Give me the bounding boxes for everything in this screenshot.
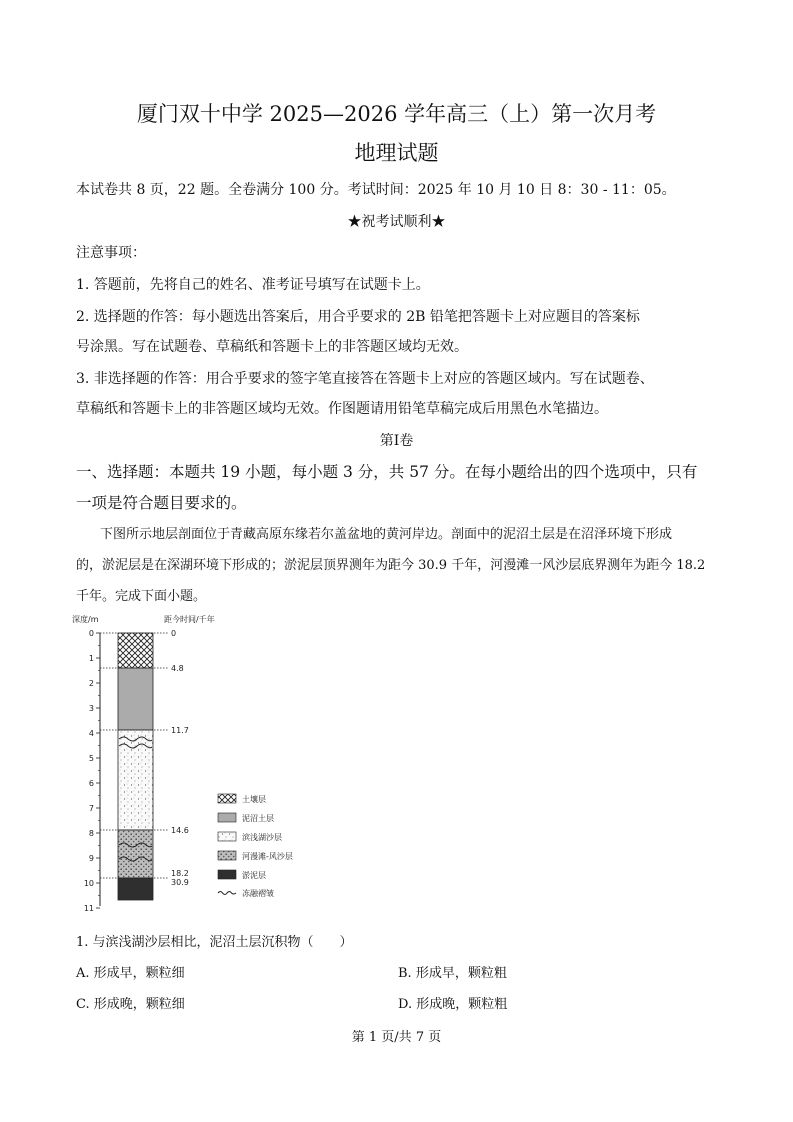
depth-tick-label: 4 [88,729,94,738]
time-mark-30.9: 30.9 [171,878,189,887]
question-1-stem: 1. 与滨浅湖沙层相比，泥沼土层沉积物（ ） [76,935,353,950]
exam-title: 厦门双十中学 2025—2026 学年高三（上）第一次月考 [136,102,657,126]
legend-label-lake-sand: 滨浅湖沙层 [242,833,282,842]
time-mark-4.8: 4.8 [171,664,184,673]
question-1-option-d: D. 形成晚，颗粒粗 [398,997,508,1012]
passage-line-3: 千年。完成下面小题。 [76,589,207,604]
depth-tick-label: 9 [88,854,94,863]
depth-axis-label: 深度/m [72,615,99,624]
legend-label-frost-fold: 冻融褶皱 [242,889,274,898]
question-1-option-c: C. 形成晚，颗粒细 [76,997,185,1012]
note-item-2-line-1: 2. 选择题的作答：每小题选出答案后，用合乎要求的 2B 铅笔把答题卡上对应题目的答案标 [76,309,640,325]
legend-swatch-peat [218,813,236,822]
legend-swatch-silt [218,870,236,879]
depth-tick-label: 5 [88,754,94,763]
legend-label-soil: 土壤层 [242,795,266,804]
depth-tick-label: 6 [88,779,94,788]
note-item-3-line-1: 3. 非选择题的作答：用合乎要求的签字笔直接答在答题卡上对应的答题区域内。写在试题卷、 [76,371,654,387]
layer-silt [118,878,153,900]
question-1-option-a: A. 形成早，颗粒细 [76,966,185,981]
notes-heading: 注意事项： [76,245,146,261]
legend-swatch-floodplain [218,851,236,860]
stratigraphic-column-figure [60,608,320,918]
legend-label-peat: 泥沼土层 [242,814,274,823]
layer-peat-soil [118,668,153,730]
page-footer: 第 1 页/共 7 页 [351,1030,442,1045]
depth-tick-label: 11 [83,904,94,913]
note-item-3-line-2: 草稿纸和答题卡上的非答题区域均无效。作图题请用铅笔草稿完成后用黑色水笔描边。 [76,401,608,417]
section-instruction-line-2: 一项是符合题目要求的。 [76,494,247,512]
note-item-2-line-2: 号涂黑。写在试题卷、草稿纸和答题卡上的非答题区域均无效。 [76,339,468,355]
question-1-option-b: B. 形成早，颗粒粗 [398,966,507,981]
good-luck-line: ★祝考试顺利★ [347,214,446,230]
legend-swatch-frost-fold [218,892,236,895]
legend-swatch-soil [218,794,236,803]
note-item-1: 1. 答题前，先将自己的姓名、准考证号填写在试题卡上。 [76,277,430,293]
depth-tick-label: 10 [83,879,94,888]
legend-swatch-lake-sand [218,832,236,841]
time-axis-label: 距今时间/千年 [164,615,215,624]
layer-floodplain-aeolian-sand [118,830,153,878]
exam-info: 本试卷共 8 页，22 题。全卷满分 100 分。考试时间：2025 年 10 月 10 日 8：30 - 11：05。 [76,182,676,198]
layer-soil [118,633,153,668]
volume-heading: 第Ⅰ卷 [379,433,414,449]
section-instruction-line-1: 一、选择题：本题共 19 小题，每小题 3 分，共 57 分。在每小题给出的四个选项中，只有 [76,463,698,481]
legend-label-floodplain: 河漫滩-风沙层 [242,852,293,861]
passage-line-2: 的，淤泥层是在深湖环境下形成的；淤泥层顶界测年为距今 30.9 千年，河漫滩一风沙层底界测年为距今 18.2 [76,558,706,573]
depth-tick-label: 1 [88,654,94,663]
depth-tick-label: 2 [88,679,94,688]
time-mark-11.7: 11.7 [171,726,189,735]
legend-label-silt: 淤泥层 [242,871,266,880]
layer-lake-sand [118,730,153,830]
time-mark-0: 0 [171,629,177,638]
depth-tick-label: 8 [88,829,94,838]
depth-ticks [84,629,100,913]
time-mark-18.2: 18.2 [171,869,189,878]
depth-tick-label: 0 [88,629,94,638]
time-mark-14.6: 14.6 [171,826,189,835]
depth-tick-label: 3 [88,704,94,713]
depth-tick-label: 7 [88,804,94,813]
subject-title: 地理试题 [354,141,439,165]
passage-line-1: 下图所示地层剖面位于青藏高原东缘若尔盖盆地的黄河岸边。剖面中的泥沼土层是在沼泽环境下形成 [100,527,673,542]
